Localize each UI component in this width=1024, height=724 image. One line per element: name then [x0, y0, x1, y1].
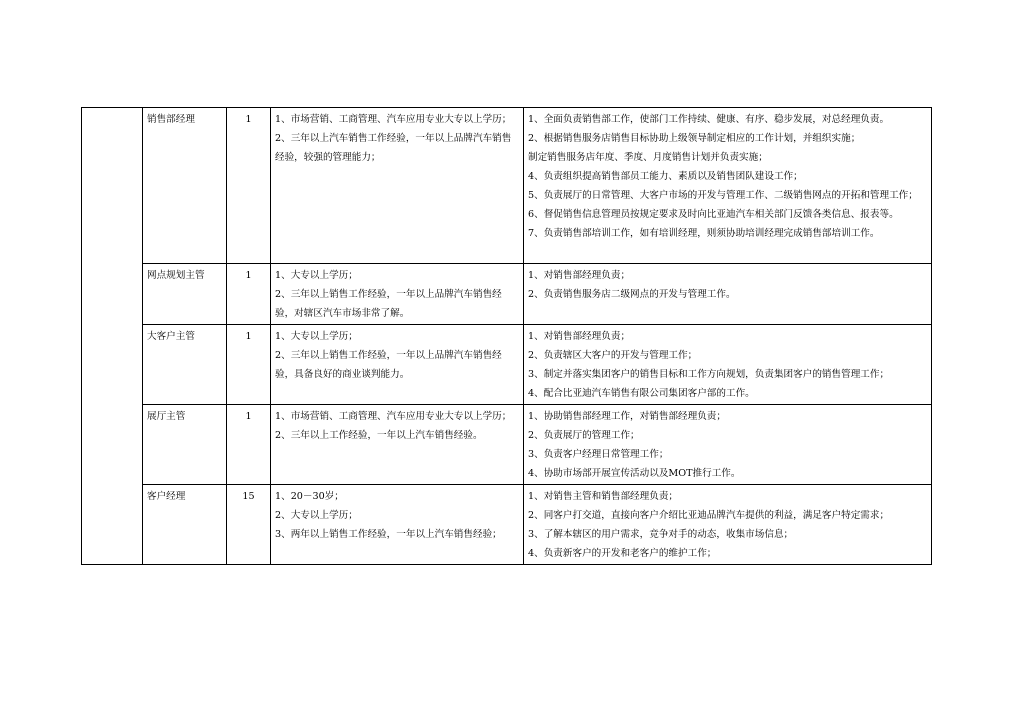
position-cell: 网点规划主管	[143, 264, 227, 325]
requirements-cell	[271, 485, 524, 565]
requirement-line: 3、两年以上销售工作经验，一年以上汽车销售经验；	[275, 529, 502, 540]
requirement-line: 2、三年以上工作经验，一年以上汽车销售经验。	[275, 430, 483, 441]
staffing-table	[81, 107, 932, 565]
requirement-line: 1、市场营销、工商管理、汽车应用专业大专以上学历；	[275, 411, 512, 422]
requirement-line: 2、三年以上销售工作经验，一年以上品牌汽车销售经验，具备良好的商业谈判能力。	[275, 350, 502, 380]
duty-line: 1、对销售部经理负责；	[528, 270, 631, 281]
duties-cell	[524, 485, 932, 565]
table-row	[82, 485, 932, 565]
requirement-line: 2、三年以上销售工作经验，一年以上品牌汽车销售经验，对辖区汽车市场非常了解。	[275, 289, 502, 319]
duty-line: 4、负责组织提高销售部员工能力、素质以及销售团队建设工作；	[528, 171, 803, 182]
duty-line: 7、负责销售部培训工作，如有培训经理，则须协助培训经理完成销售部培训工作。	[528, 228, 880, 239]
duties-cell	[524, 405, 932, 485]
table-row	[82, 405, 932, 485]
duty-line: 2、根据销售服务店销售目标协助上级领导制定相应的工作计划，并组织实施；	[528, 133, 861, 144]
position-cell: 客户经理	[143, 485, 227, 565]
duty-line: 1、全面负责销售部工作，使部门工作持续、健康、有序、稳步发展，对总经理负责。	[528, 114, 890, 125]
duty-line: 1、协助销售部经理工作，对销售部经理负责；	[528, 411, 726, 422]
requirement-line: 1、大专以上学历；	[275, 331, 358, 342]
table-row	[82, 325, 932, 405]
requirement-line: 1、20－30岁；	[275, 491, 344, 502]
table-row	[82, 108, 932, 264]
requirements-cell	[271, 264, 524, 325]
table-row	[82, 264, 932, 325]
duty-line: 2、负责辖区大客户的开发与管理工作；	[528, 350, 698, 361]
duty-line: 5、负责展厅的日常管理、大客户市场的开发与管理工作、二级销售网点的开拓和管理工作；	[528, 190, 918, 201]
duty-line: 2、同客户打交道，直接向客户介绍比亚迪品牌汽车提供的利益，满足客户特定需求；	[528, 510, 890, 521]
duty-line: 2、负责展厅的管理工作；	[528, 430, 640, 441]
requirements-cell	[271, 325, 524, 405]
duties-cell	[524, 108, 932, 264]
requirement-line: 2、三年以上汽车销售工作经验，一年以上品牌汽车销售经验，较强的管理能力；	[275, 133, 512, 163]
duties-cell	[524, 325, 932, 405]
duty-line: 4、配合比亚迪汽车销售有限公司集团客户部的工作。	[528, 388, 755, 399]
duty-line: 6、督促销售信息管理员按规定要求及时向比亚迪汽车相关部门反馈各类信息、报表等。	[528, 209, 899, 220]
headcount-cell: 1	[227, 264, 271, 325]
requirements-cell	[271, 108, 524, 264]
duty-line: 3、制定并落实集团客户的销售目标和工作方向规划，负责集团客户的销售管理工作；	[528, 369, 890, 380]
headcount-cell: 1	[227, 405, 271, 485]
position-cell: 展厅主管	[143, 405, 227, 485]
requirement-line: 1、大专以上学历；	[275, 270, 358, 281]
duty-line: 4、负责新客户的开发和老客户的维护工作；	[528, 548, 717, 559]
duty-line: 4、协助市场部开展宣传活动以及MOT推行工作。	[528, 468, 741, 479]
position-cell: 大客户主管	[143, 325, 227, 405]
duty-line: 2、负责销售服务店二级网点的开发与管理工作。	[528, 289, 736, 300]
position-cell: 销售部经理	[143, 108, 227, 264]
headcount-cell: 1	[227, 325, 271, 405]
blank-line	[528, 243, 927, 262]
department-cell	[82, 108, 143, 565]
requirements-cell	[271, 405, 524, 485]
duty-line: 3、负责客户经理日常管理工作；	[528, 449, 669, 460]
requirement-line: 1、市场营销、工商管理、汽车应用专业大专以上学历；	[275, 114, 512, 125]
duty-line: 制定销售服务店年度、季度、月度销售计划并负责实施；	[528, 152, 768, 163]
duties-cell	[524, 264, 932, 325]
duty-line: 1、对销售主管和销售部经理负责；	[528, 491, 679, 502]
headcount-cell: 15	[227, 485, 271, 565]
requirement-line: 2、大专以上学历；	[275, 510, 358, 521]
headcount-cell: 1	[227, 108, 271, 264]
duty-line: 1、对销售部经理负责；	[528, 331, 631, 342]
duty-line: 3、了解本辖区的用户需求，竞争对手的动态，收集市场信息；	[528, 529, 794, 540]
